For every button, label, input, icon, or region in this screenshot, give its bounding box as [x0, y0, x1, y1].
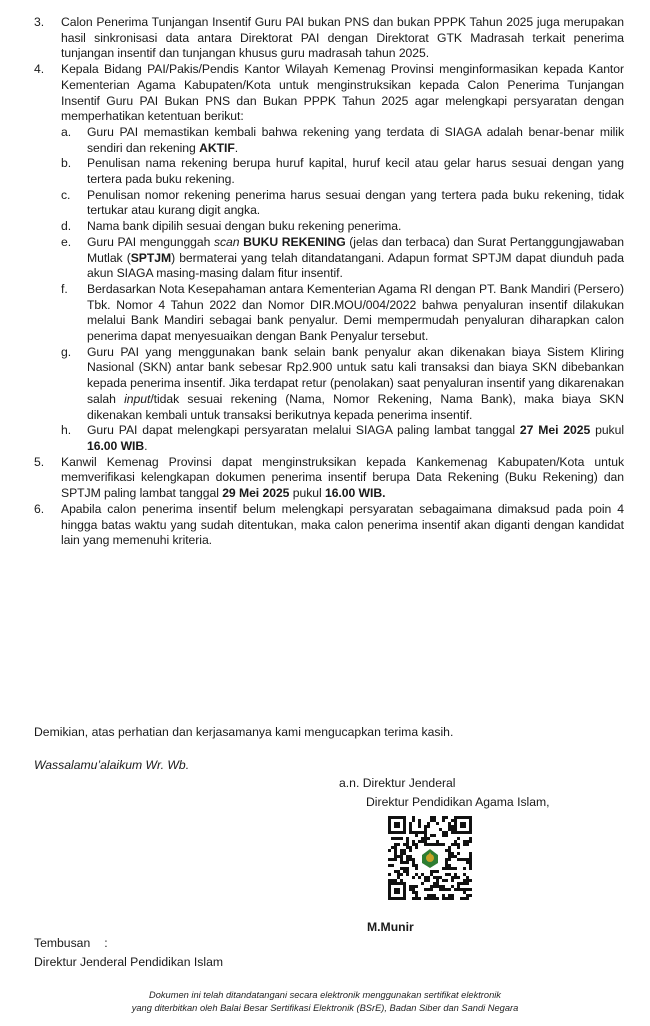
sub-text: ) bermaterai yang telah ditandatangani. Adapun format SPTJM dapat diunduh pada akun SIAGA masing-masing dalam fitur insentif. [87, 250, 624, 281]
sub-text: (jelas dan terbaca) dan Surat Pertanggungjawaban Mutlak ( [87, 234, 624, 265]
emphasis-text: 29 Mei 2025 [222, 486, 290, 501]
sub-marker: f. [61, 281, 68, 296]
list-item-3 [34, 15, 624, 62]
cc-colon: : [104, 936, 108, 950]
qr-code-signature [386, 814, 474, 902]
emphasis-text: 16.00 WIB. [324, 486, 386, 501]
sub-text: Penulisan nama rekening berupa huruf kapital, huruf kecil atau gelar harus sesuai dengan yang tertera pada buku rekening. [87, 156, 624, 187]
sub-text: Guru PAI mengunggah [87, 234, 214, 249]
cc-recipient: Direktur Jenderal Pendidikan Islam [34, 955, 223, 969]
sub-marker: d. [61, 219, 72, 234]
sub-text: Nama bank dipilih sesuai dengan buku rekening penerima. [87, 219, 402, 234]
emphasis-text: 16.00 WIB [87, 438, 145, 453]
sub-text: Berdasarkan Nota Kesepahaman antara Kementerian Agama RI dengan PT. Bank Mandiri (Persero) Tbk. Nomor 4 Tahun 2022 dan Nomor DIR.MOU/004/2022 bahwa penyaluran insentif dilakukan melalui Bank Mandiri sebagai bank penyalur. Demi mempermudah penyaluran diharapkan calon penerima dapat menyesuaikan dengan Bank Penyalur tersebut. [87, 281, 624, 344]
sub-text: /tidak sesuai rekening (Nama, Nomor Rekening, Nama Bank), maka biaya SKN dikenakan kembali untuk transaksi berikutnya kepada penerima insentif. [87, 391, 624, 422]
electronic-signature-note [0, 989, 650, 1014]
closing-statement: Demikian, atas perhatian dan kerjasamanya kami mengucapkan terima kasih. [34, 725, 454, 739]
list-item-text: pukul [289, 486, 325, 501]
list-item-6 [34, 502, 624, 549]
emphasis-text: 27 Mei 2025 [519, 423, 591, 438]
list-item-text: Apabila calon penerima insentif belum melengkapi persyaratan sebagaimana dimaksud pada poin 4 hingga batas waktu yang sudah ditentukan, maka calon penerima insentif akan diganti dengan kandidat lain yang memenuhi kriteria. [61, 501, 624, 548]
sub-text: Guru PAI memastikan kembali bahwa rekening yang terdata di SIAGA adalah benar-benar milik sendiri dan rekening [87, 124, 624, 155]
ministry-emblem-icon [419, 847, 441, 869]
sub-item-b [61, 156, 624, 187]
list-marker: 6. [34, 501, 45, 516]
instruction-list [34, 15, 624, 549]
footer-line-2: yang diterbitkan oleh Balai Besar Sertifikasi Elektronik (BSrE), Badan Siber dan Sandi Negara [131, 1002, 519, 1013]
list-item-text: Kepala Bidang PAI/Pakis/Pendis Kantor Wilayah Kemenag Provinsi menginformasikan kepada Kantor Kementerian Agama Kabupaten/Kota untuk menginstruksikan kepada Calon Penerima Tunjangan Insentif Guru PAI Bukan PNS dan Bukan PPPK Tahun 2025 agar melengkapi persyaratan dengan memperhatikan ketentuan berikut: [61, 62, 624, 124]
italic-text: scan [213, 234, 240, 249]
list-marker: 5. [34, 454, 45, 469]
signature-title-line2: Direktur Pendidikan Agama Islam, [366, 795, 550, 809]
cc-label [34, 936, 108, 950]
sub-item-a [61, 125, 624, 156]
sub-item-e [61, 235, 624, 282]
cc-label-text: Tembusan [34, 936, 91, 950]
sub-marker: a. [61, 124, 72, 139]
sub-text: Penulisan nomor rekening penerima harus sesuai dengan yang tertera pada buku rekening, tidak tertukar atau kurang digit angka. [87, 187, 624, 218]
sub-item-d [61, 219, 624, 235]
list-item-5 [34, 455, 624, 502]
sub-text: . [144, 438, 148, 453]
list-item-4 [34, 62, 624, 455]
sub-marker: h. [61, 423, 72, 438]
list-marker: 4. [34, 62, 45, 77]
list-marker: 3. [34, 15, 45, 29]
sub-item-g [61, 345, 624, 424]
sub-item-c [61, 188, 624, 219]
sub-marker: b. [61, 156, 72, 171]
signature-title-line1: a.n. Direktur Jenderal [339, 776, 456, 790]
sub-text: Guru PAI dapat melengkapi persyaratan melalui SIAGA paling lambat tanggal [87, 423, 520, 438]
emphasis-text: BUKU REKENING [243, 234, 346, 249]
sub-text: . [234, 140, 239, 155]
sub-marker: e. [61, 234, 72, 249]
sub-text: pukul [590, 423, 624, 438]
sub-marker: g. [61, 344, 72, 359]
emphasis-text: SPTJM [130, 250, 172, 265]
sub-text: Guru PAI yang menggunakan bank selain bank penyalur akan dikenakan biaya Sistem Kliring Nasional (SKN) antar bank sebesar Rp2.900 untuk satu kali transaksi dan biaya SKN dibebankan kepada penerima insentif. Jika terdapat retur (penolakan) saat penyaluran insentif yang dikarenakan salah [87, 344, 624, 406]
sub-item-h [61, 423, 624, 454]
sub-marker: c. [61, 187, 71, 202]
signer-name: M.Munir [367, 920, 414, 934]
emphasis-text: AKTIF [199, 140, 235, 155]
closing-salutation: Wassalamu’alaikum Wr. Wb. [34, 758, 190, 772]
sub-item-f [61, 282, 624, 345]
list-item-text: Kanwil Kemenag Provinsi dapat menginstruksikan kepada Kankemenag Kabupaten/Kota untuk memverifikasi kelengkapan dokumen penerima insentif berupa Data Rekening (Buku Rekening) dan SPTJM paling lambat tanggal [61, 454, 624, 501]
list-item-text: Calon Penerima Tunjangan Insentif Guru PAI bukan PNS dan bukan PPPK Tahun 2025 juga merupakan hasil sinkronisasi data antara Direktorat PAI dengan Direktorat GTK Madrasah terkait penerima tunjangan insentif dan tunjangan khusus guru madrasah tahun 2025. [61, 15, 624, 61]
italic-text: input [124, 391, 151, 406]
footer-line-1: Dokumen ini telah ditandatangani secara elektronik menggunakan sertifikat elektronik [149, 990, 501, 1000]
